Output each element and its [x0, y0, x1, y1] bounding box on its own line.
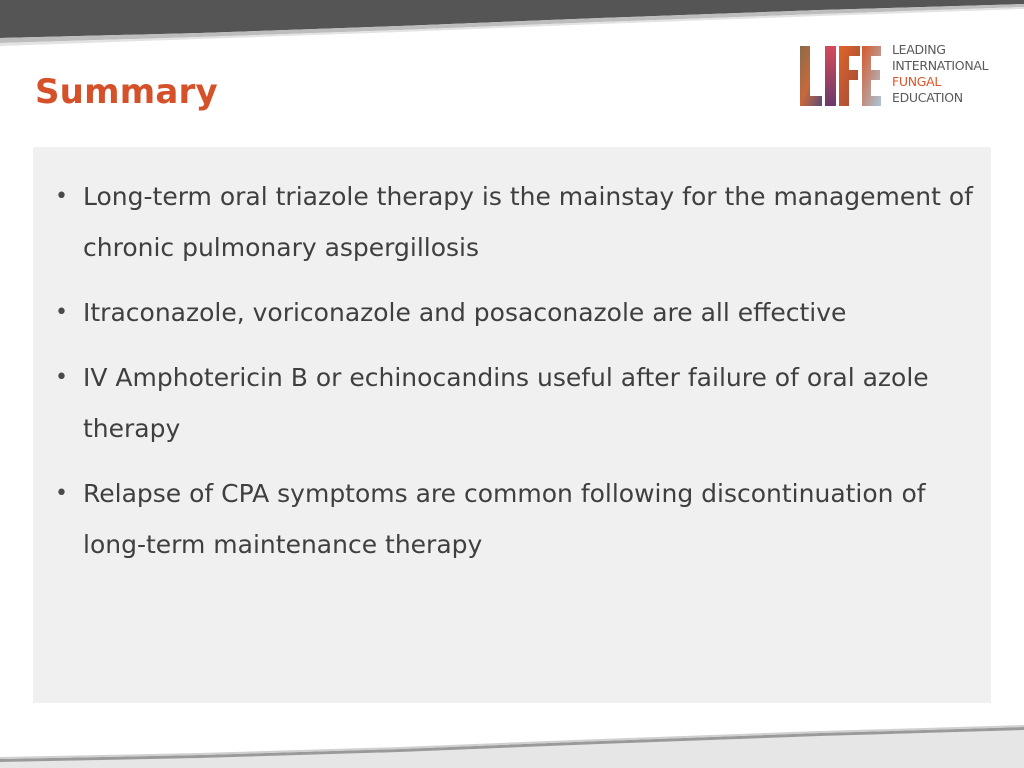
- bullet-text: IV Amphotericin B or echinocandins useful after failure of oral azole therapy: [83, 363, 929, 443]
- logo-line-leading: LEADING: [892, 42, 946, 57]
- bullet-item: [33, 171, 991, 273]
- bullet-text: Relapse of CPA symptoms are common following discontinuation of long-term maintenance therapy: [83, 479, 926, 559]
- life-logo: [798, 42, 998, 110]
- life-logo-mark-icon: [798, 44, 882, 108]
- content-panel: [33, 147, 991, 703]
- bullet-marker: •: [55, 300, 68, 325]
- logo-line-education: EDUCATION: [892, 90, 963, 105]
- bullet-text: Long-term oral triazole therapy is the mainstay for the management of chronic pulmonary aspergillosis: [83, 182, 973, 262]
- top-decorative-band: [0, 0, 1024, 48]
- bullet-marker: •: [55, 481, 68, 506]
- bullet-list: [33, 171, 991, 584]
- bullet-marker: •: [55, 184, 68, 209]
- bullet-item: [33, 468, 991, 570]
- logo-wordmark: [892, 42, 988, 106]
- logo-line-fungal: FUNGAL: [892, 74, 942, 89]
- bullet-text: Itraconazole, voriconazole and posaconazole are all effective: [83, 298, 847, 327]
- bullet-item: [33, 352, 991, 454]
- bullet-item: [33, 287, 991, 338]
- bottom-decorative-band: [0, 718, 1024, 768]
- slide-title: Summary: [35, 72, 218, 112]
- bullet-marker: •: [55, 365, 68, 390]
- logo-line-international: INTERNATIONAL: [892, 58, 989, 73]
